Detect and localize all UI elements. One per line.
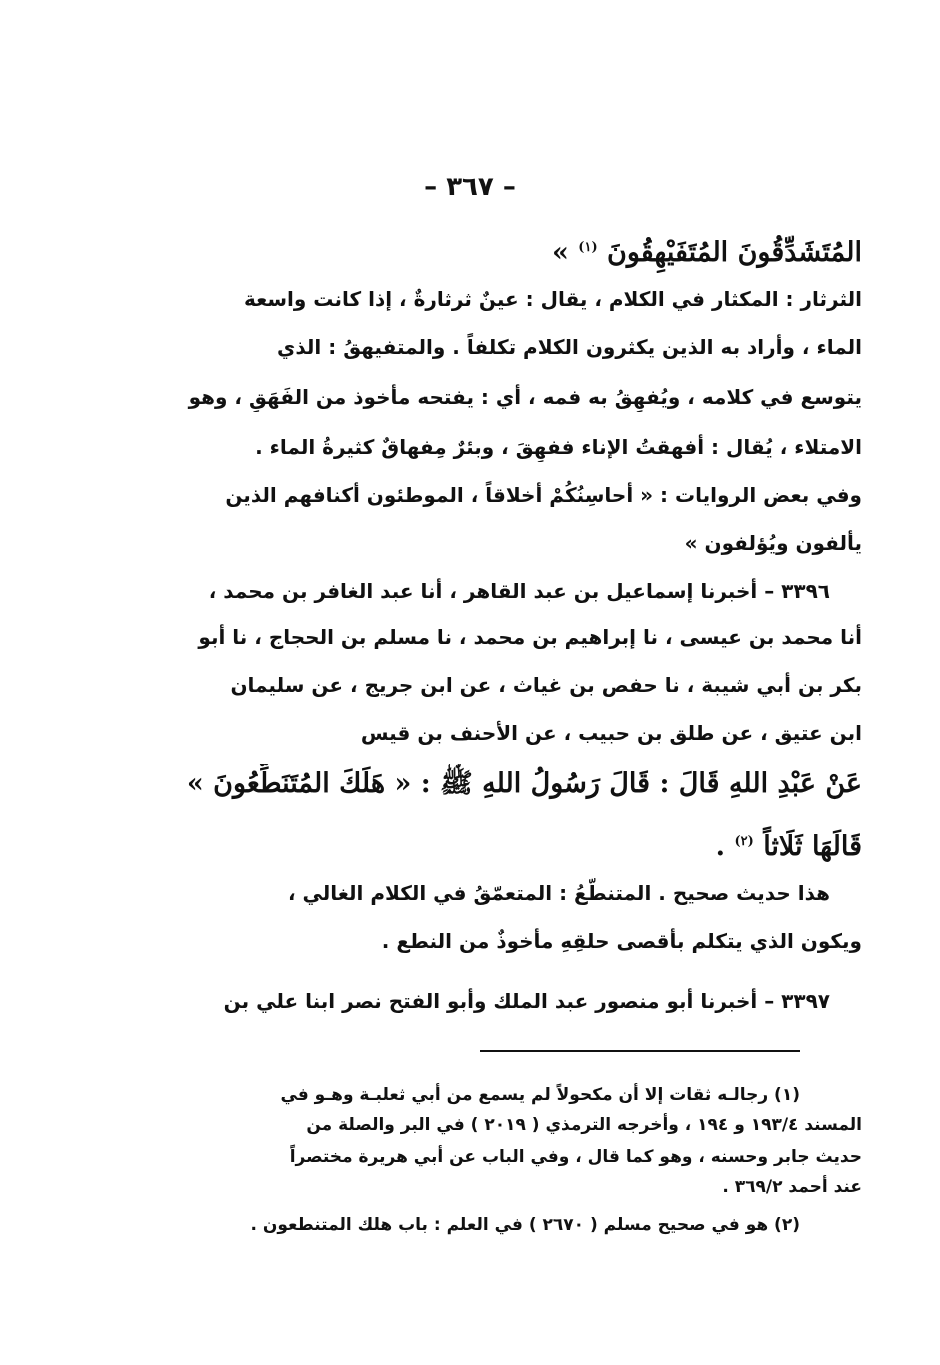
gloss-line: يألفون ويُؤلفون » bbox=[684, 531, 862, 555]
matn-text: قَالَهَا ثَلَاثاً bbox=[763, 831, 862, 862]
gloss-line: الثرثار : المكثار في الكلام ، يقال : عينٌ ثرثارةٌ ، إذا كانت واسعة bbox=[243, 287, 862, 311]
gloss-line: الامتلاء ، يُقال : أفهقتُ الإناء ففهِقَ ، وبئرٌ مِفهاقٌ كثيرةُ الماء . bbox=[255, 435, 862, 459]
footnote-1-line: حديث جابر وحسنه ، وهو كما قال ، وفي الباب عن أبي هريرة مختصراً bbox=[289, 1147, 862, 1167]
gloss-line: يتوسع في كلامه ، ويُفهِقُ به فمه ، أي : يفتحه مأخوذ من الفَهَقِ ، وهو bbox=[188, 385, 862, 409]
hadith-end-quote: » bbox=[552, 237, 569, 268]
isnad-line: ٣٣٩٦ – أخبرنا إسماعيل بن عبد القاهر ، أنا عبد الغافر بن محمد ، bbox=[208, 579, 830, 603]
footnote-1-line: عند أحمد ٣٦٩/٢ . bbox=[722, 1177, 862, 1197]
footnote-separator bbox=[480, 1050, 800, 1052]
commentary-line: هذا حديث صحيح . المتنطّعُ : المتعمّقُ في الكلام الغالي ، bbox=[287, 881, 830, 905]
footnote-1-line: (١) رجالـه ثقات إلا أن مكحولاً لم يسمع من أبي ثعلبـة وهـو في bbox=[280, 1085, 800, 1105]
isnad-line: بكر بن أبي شيبة ، نا حفص بن غياث ، عن ابن جريج ، عن سليمان bbox=[230, 673, 862, 697]
matn-end: . bbox=[715, 831, 726, 862]
commentary-line: ويكون الذي يتكلم بأقصى حلقِهِ مأخوذٌ من النطع . bbox=[381, 929, 862, 953]
isnad-line: أنا محمد بن عيسى ، نا إبراهيم بن محمد ، نا مسلم بن الحجاج ، نا أبو bbox=[198, 625, 862, 649]
footnote-1-line: المسند ١٩٣/٤ و ١٩٤ ، وأخرجه الترمذي ( ٢٠١٩ ) في البر والصلة من bbox=[306, 1115, 862, 1135]
hadith-end-line bbox=[158, 228, 862, 273]
matn-line: عَنْ عَبْدِ اللهِ قَالَ : قَالَ رَسُولُ اللهِ ﷺ : « هَلَكَ المُتَنَطِّعُونَ » bbox=[186, 768, 862, 799]
footnote-ref-1: (١) bbox=[578, 240, 598, 255]
gloss-line: وفي بعض الروايات : « أحاسِنُكُمْ أخلاقاً ، الموطئون أكنافهم الذين bbox=[225, 483, 862, 507]
hadith-3397-line: ٣٣٩٧ – أخبرنا أبو منصور عبد الملك وأبو الفتح نصر ابنا علي بن bbox=[223, 989, 830, 1013]
page-number: – ٣٦٧ – bbox=[424, 172, 516, 202]
gloss-line: الماء ، وأراد به الذين يكثرون الكلام تكلفاً . والمتفيهقُ : الذي bbox=[277, 335, 862, 359]
isnad-line: ابن عتيق ، عن طلق بن حبيب ، عن الأحنف بن قيس bbox=[360, 721, 862, 745]
matn-line-2 bbox=[158, 822, 862, 867]
footnote-2-line: (٢) هو في صحيح مسلم ( ٢٦٧٠ ) في العلم : باب هلك المتنطعون . bbox=[250, 1215, 800, 1235]
hadith-end-text: المُتَشَدِّقُونَ المُتَفَيْهِقُونَ bbox=[607, 237, 862, 268]
footnote-ref-2: (٢) bbox=[734, 834, 754, 849]
